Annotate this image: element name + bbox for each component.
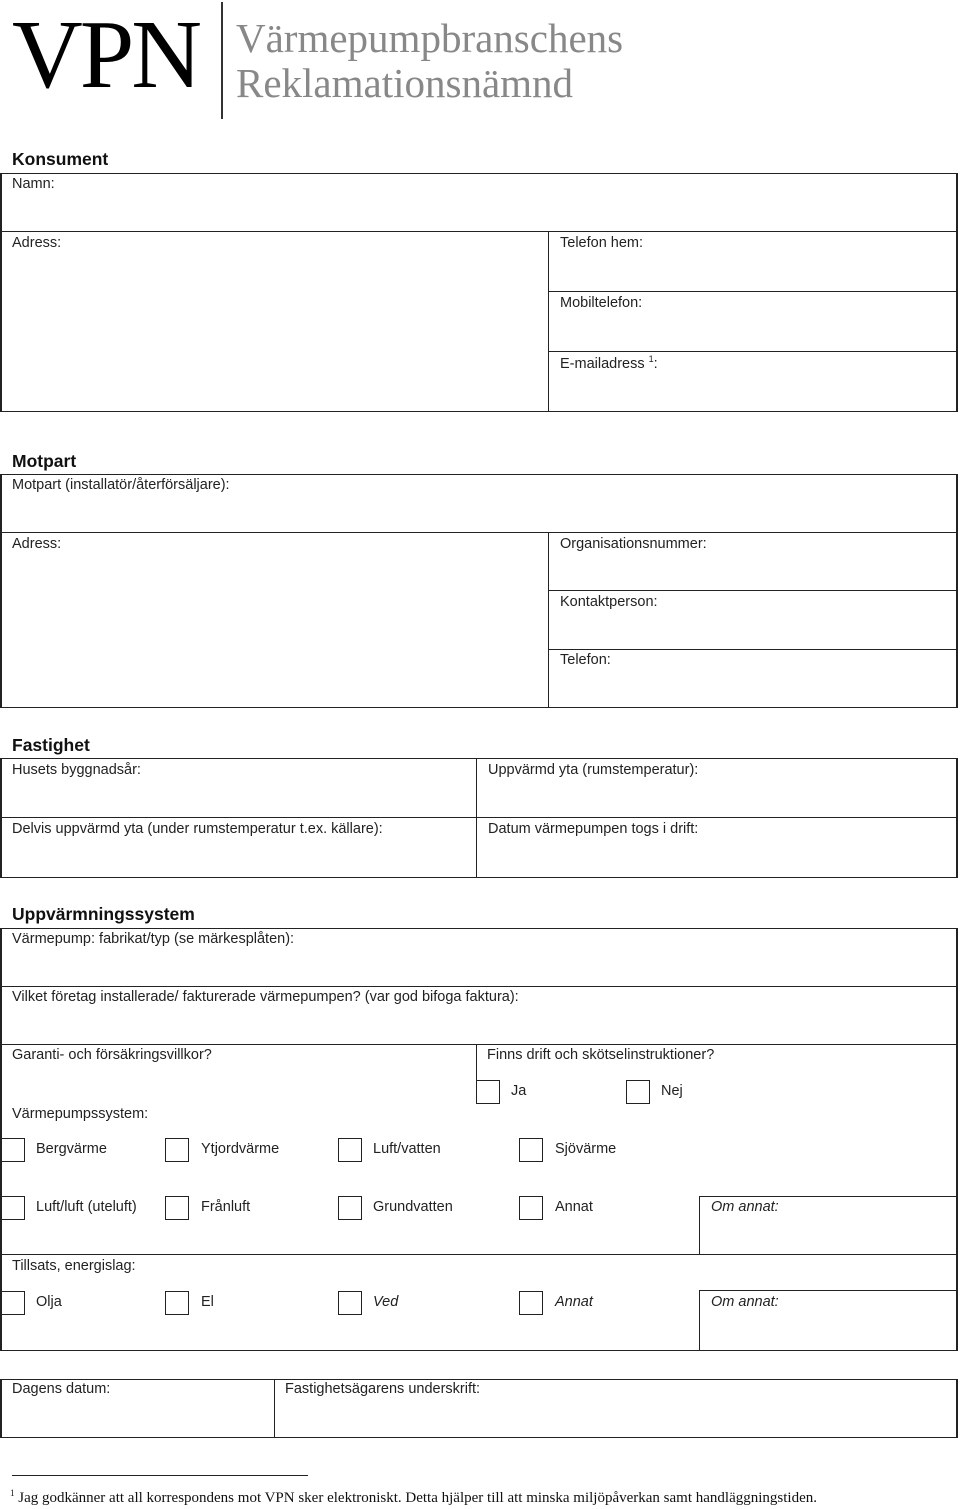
section-konsument: Konsument (12, 149, 109, 169)
nej-label: Nej (661, 1083, 683, 1099)
motpart-box (0, 474, 958, 708)
ja-label: Ja (511, 1083, 527, 1099)
section-motpart: Motpart (12, 451, 77, 471)
grundvatten-label: Grundvatten (373, 1199, 453, 1215)
footnote-ref: 1 (648, 354, 654, 364)
underskrift-field[interactable]: Fastighetsägarens underskrift: (285, 1381, 481, 1397)
vpn-logo: VPN (12, 1, 200, 109)
mobiltelefon-field[interactable]: Mobiltelefon: (560, 295, 643, 311)
motpart-adress-field[interactable]: Adress: (12, 536, 62, 552)
namn-field[interactable]: Namn: (12, 176, 55, 192)
drift-instruktioner-label: Finns drift och skötselinstruktioner? (487, 1047, 715, 1063)
telefon-hem-field[interactable]: Telefon hem: (560, 235, 644, 251)
ved-checkbox[interactable] (338, 1291, 362, 1315)
sjovarme-checkbox[interactable] (519, 1138, 543, 1162)
ytjordvarme-label: Ytjordvärme (201, 1141, 280, 1157)
tillsats-om-annat-field[interactable]: Om annat: (711, 1294, 779, 1310)
ja-checkbox[interactable] (476, 1080, 500, 1104)
om-annat-field[interactable]: Om annat: (711, 1199, 779, 1215)
luft-luft-label: Luft/luft (uteluft) (36, 1199, 137, 1215)
annat-label: Annat (555, 1199, 593, 1215)
nej-checkbox[interactable] (626, 1080, 650, 1104)
olja-label: Olja (36, 1294, 62, 1310)
footnote-separator (12, 1475, 308, 1476)
fastighet-box (0, 758, 958, 878)
section-fastighet: Fastighet (12, 735, 90, 755)
tillsats-label: Tillsats, energislag: (12, 1258, 136, 1274)
org-name-line2: Reklamationsnämnd (236, 60, 574, 106)
garanti-field[interactable]: Garanti- och försäkringsvillkor? (12, 1047, 212, 1063)
installator-field[interactable]: Motpart (installatör/återförsäljare): (12, 477, 230, 493)
franluft-label: Frånluft (201, 1199, 251, 1215)
email-field[interactable]: E-mailadress $^1$: (560, 354, 658, 372)
luft-luft-checkbox[interactable] (1, 1196, 25, 1220)
installationsforetag-field[interactable]: Vilket företag installerade/ fakturerade värmepumpen? (var god bifoga faktura): (12, 989, 519, 1005)
ytjordvarme-checkbox[interactable] (165, 1138, 189, 1162)
luft-vatten-checkbox[interactable] (338, 1138, 362, 1162)
delvis-uppvarmd-field[interactable]: Delvis uppvärmd yta (under rumstemperatur t.ex. källare): (12, 821, 383, 837)
orgnr-field[interactable]: Organisationsnummer: (560, 536, 707, 552)
kontaktperson-field[interactable]: Kontaktperson: (560, 594, 658, 610)
el-label: El (201, 1294, 214, 1310)
el-checkbox[interactable] (165, 1291, 189, 1315)
motpart-telefon-field[interactable]: Telefon: (560, 652, 611, 668)
annat-checkbox[interactable] (519, 1196, 543, 1220)
dagens-datum-field[interactable]: Dagens datum: (12, 1381, 111, 1397)
luft-vatten-label: Luft/vatten (373, 1141, 441, 1157)
section-uppvarmningssystem: Uppvärmningssystem (12, 904, 195, 924)
tillsats-annat-checkbox[interactable] (519, 1291, 543, 1315)
vp-system-label: Värmepumpssystem: (12, 1106, 149, 1122)
fabrikat-field[interactable]: Värmepump: fabrikat/typ (se märkesplåten): (12, 931, 295, 947)
datum-drift-field[interactable]: Datum värmepumpen togs i drift: (488, 821, 699, 837)
org-name-line1: Värmepumpbranschens (236, 15, 624, 61)
byggnadsar-field[interactable]: Husets byggnadsår: (12, 762, 141, 778)
konsument-box (0, 173, 958, 412)
franluft-checkbox[interactable] (165, 1196, 189, 1220)
sjovarme-label: Sjövärme (555, 1141, 617, 1157)
bergvarme-label: Bergvärme (36, 1141, 107, 1157)
konsument-adress-field[interactable]: Adress: (12, 235, 62, 251)
grundvatten-checkbox[interactable] (338, 1196, 362, 1220)
logo-divider (221, 2, 223, 119)
tillsats-annat-label: Annat (555, 1294, 593, 1310)
bergvarme-checkbox[interactable] (1, 1138, 25, 1162)
uppvarmd-yta-field[interactable]: Uppvärmd yta (rumstemperatur): (488, 762, 699, 778)
footnote: $^1$ Jag godkänner att all korrespondens mot VPN sker elektroniskt. Detta hjälper till att minska miljöpåverkan samt handläggningstiden. (10, 1488, 817, 1506)
ved-label: Ved (373, 1294, 399, 1310)
olja-checkbox[interactable] (1, 1291, 25, 1315)
